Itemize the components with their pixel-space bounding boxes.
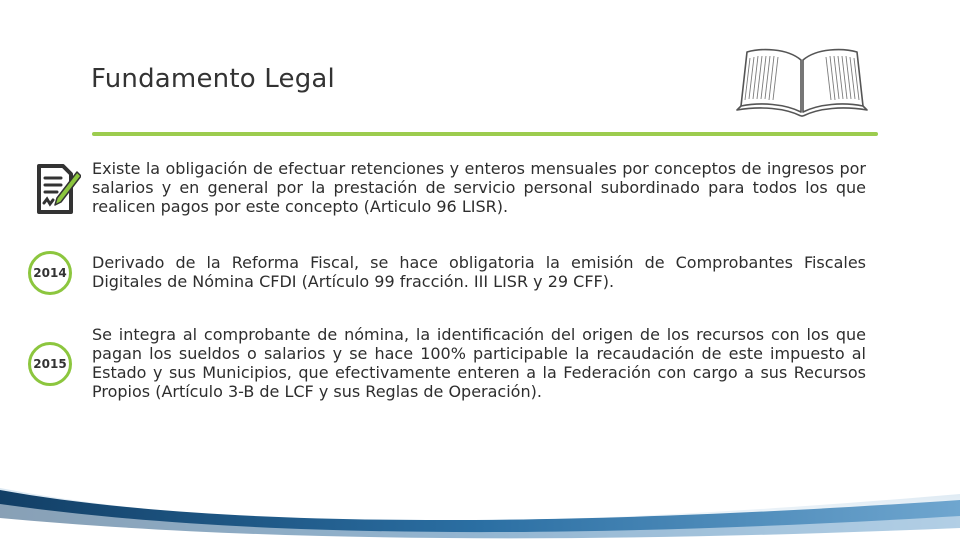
open-book-icon bbox=[735, 46, 869, 118]
paragraph-retenciones: Existe la obligación de efectuar retenciones y enteros mensuales por conceptos de ingresos por salarios y en general por la prestación de servicio personal subordinado para todos los que realicen pagos por este concepto (Articulo 96 LISR). bbox=[92, 159, 866, 216]
document-pencil-icon bbox=[33, 160, 81, 216]
year-badge-2015: 2015 bbox=[28, 342, 72, 386]
paragraph-comprobante-nomina: Se integra al comprobante de nómina, la identificación del origen de los recursos con los que pagan los sueldos o salarios y se hace 100% participable la recaudación de este impuesto al Estado y sus Municipios, que efectivamente enteren a la Federación con cargo a sus Recursos Propios (Artículo 3-B de LCF y sus Reglas de Operación). bbox=[92, 325, 866, 401]
green-divider bbox=[92, 132, 878, 136]
slide-title: Fundamento Legal bbox=[91, 64, 335, 94]
paragraph-reforma-fiscal: Derivado de la Reforma Fiscal, se hace obligatoria la emisión de Comprobantes Fiscales Digitales de Nómina CFDI (Artículo 99 fracción. III LISR y 29 CFF). bbox=[92, 253, 866, 291]
decorative-wave bbox=[0, 460, 960, 540]
year-badge-2014: 2014 bbox=[28, 251, 72, 295]
